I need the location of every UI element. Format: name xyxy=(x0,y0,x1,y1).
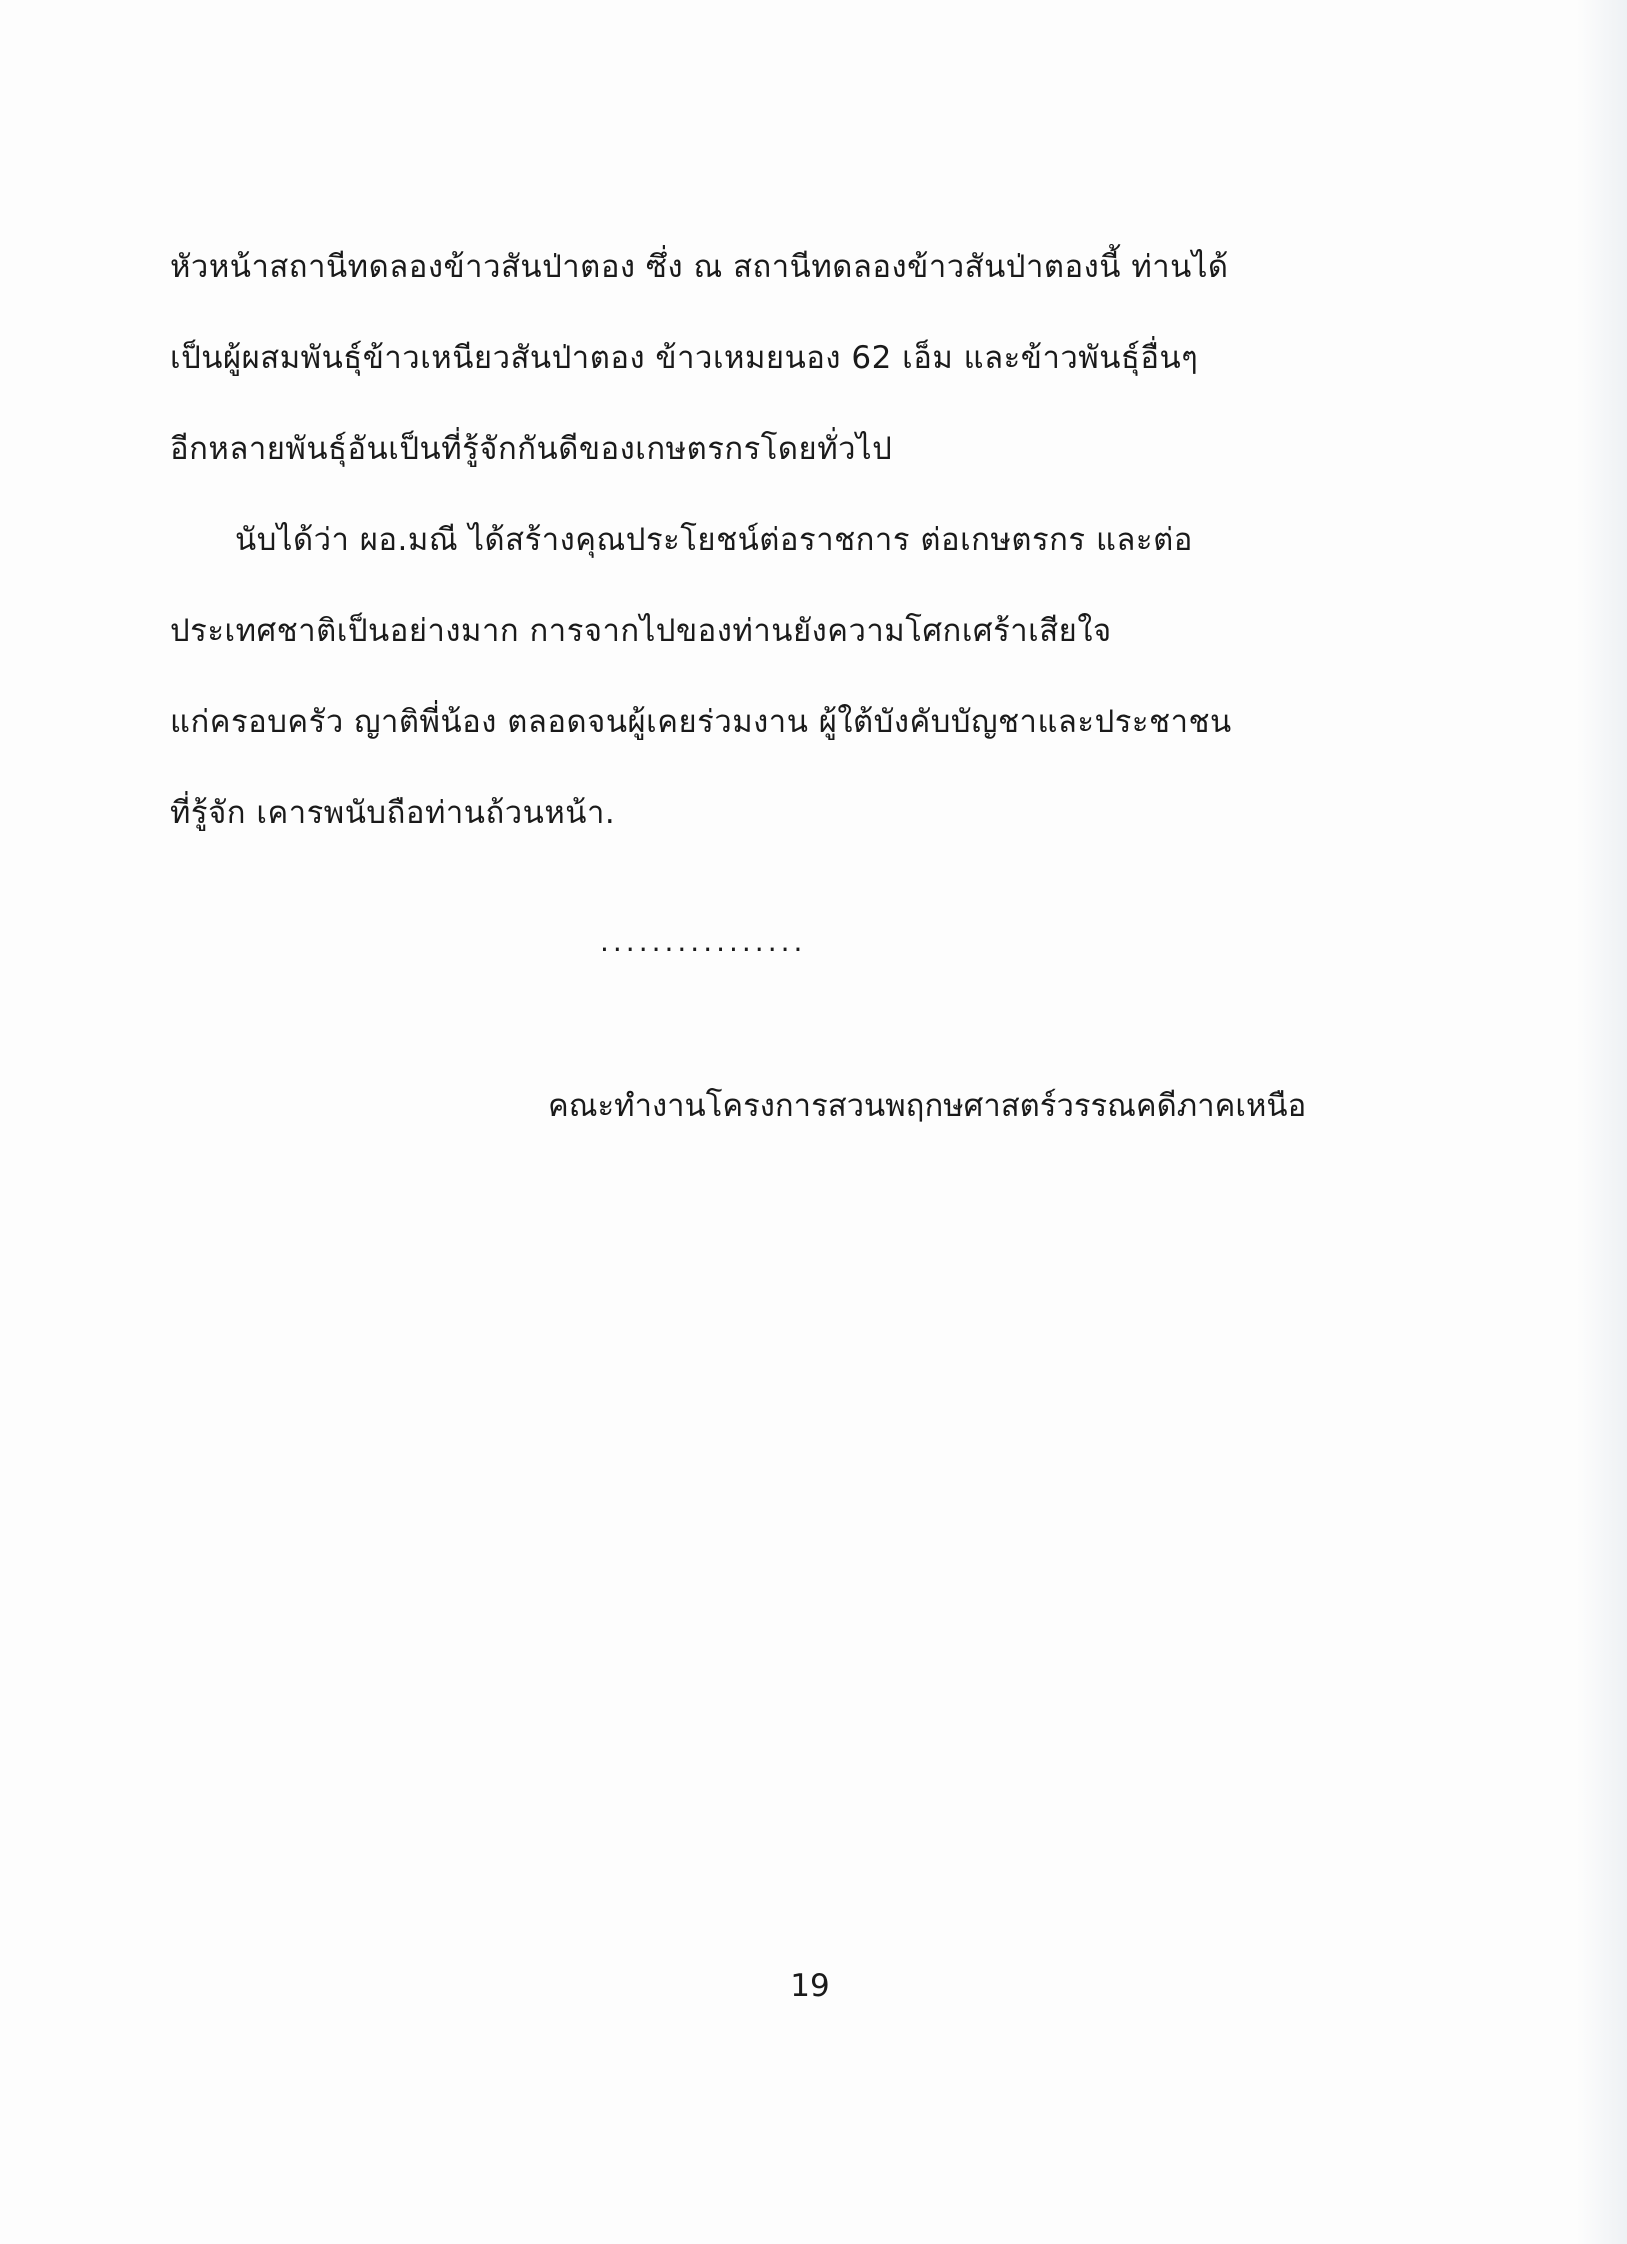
dotted-separator: ................ xyxy=(600,925,807,958)
text-line: ประเทศชาติเป็นอย่างมาก การจากไปของท่านยังความโศกเศร้าเสียใจ xyxy=(170,613,1112,649)
body-text xyxy=(170,222,1370,859)
page-number: 19 xyxy=(790,1968,830,2004)
text-line: แก่ครอบครัว ญาติพี่น้อง ตลอดจนผู้เคยร่วมงาน ผู้ใต้บังคับบัญชาและประชาชน xyxy=(170,704,1232,740)
text-line: อีกหลายพันธุ์อันเป็นที่รู้จักกันดีของเกษตรกรโดยทั่วไป xyxy=(170,431,893,467)
text-line: หัวหน้าสถานีทดลองข้าวสันป่าตอง ซึ่ง ณ สถานีทดลองข้าวสันป่าตองนี้ ท่านได้ xyxy=(170,249,1229,285)
signature-line: คณะทำงานโครงการสวนพฤกษศาสตร์วรรณคดีภาคเหนือ xyxy=(548,1088,1307,1124)
text-line: ที่รู้จัก เคารพนับถือท่านถ้วนหน้า. xyxy=(170,795,616,831)
text-line: เป็นผู้ผสมพันธุ์ข้าวเหนียวสันป่าตอง ข้าวเหมยนอง 62 เอ็ม และข้าวพันธุ์อื่นๆ xyxy=(170,340,1199,376)
text-line-indented: นับได้ว่า ผอ.มณี ได้สร้างคุณประโยชน์ต่อราชการ ต่อเกษตรกร และต่อ xyxy=(235,522,1193,558)
page-edge-shade xyxy=(1577,0,1627,2244)
